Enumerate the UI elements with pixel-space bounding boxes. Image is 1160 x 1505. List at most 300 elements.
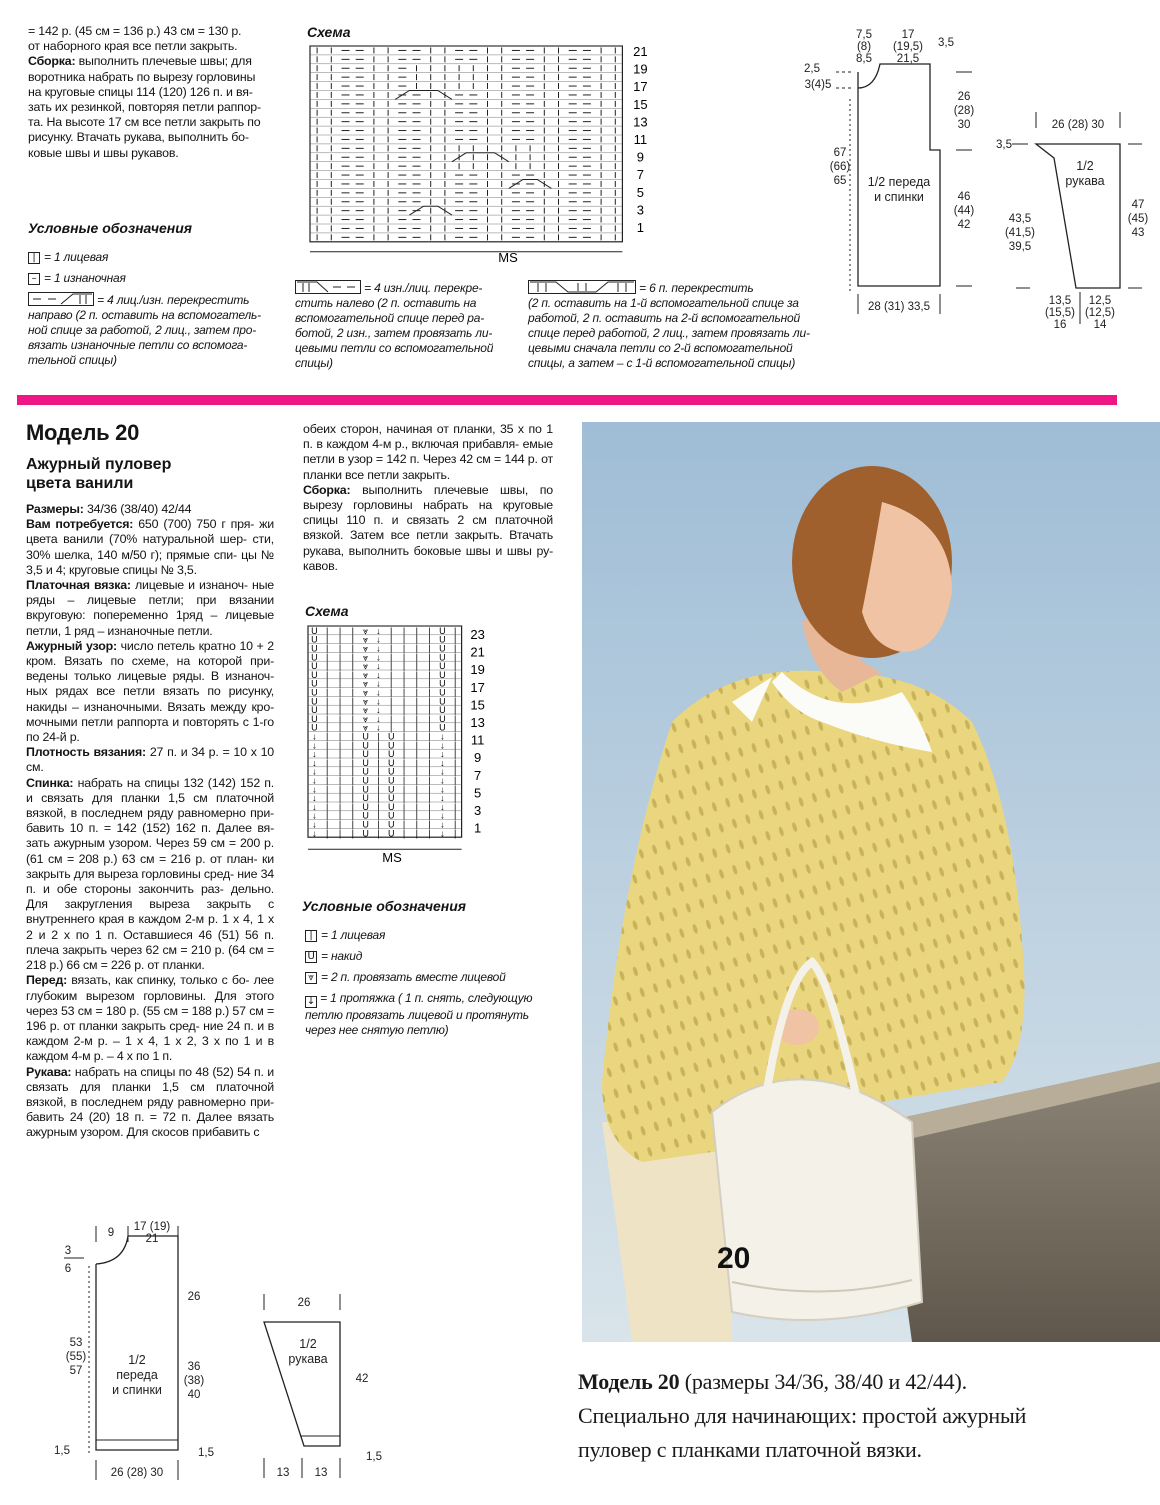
measure: 26 (187, 1291, 201, 1303)
piece-label: 1/2 (1076, 159, 1094, 173)
yarn-over-cell: U (311, 705, 318, 716)
knit-cell: | (454, 669, 457, 680)
knit-cell: | (402, 828, 406, 839)
knit-cell: | (326, 749, 329, 760)
instruction-text: число петель кратно 10 + 2 кром. Вязать по схеме, на которой при- ведены только лицевые ряды. В изнаноч- ных рядах все петли вязать по рисунку, накиды – изнаночными. Вязать между кро- мочными петли раппорта и повторять с 1-го по 24-й р. (26, 638, 274, 745)
purl-stitch-icon: – (28, 273, 40, 285)
knit-cell: | (351, 731, 354, 742)
knit-cell: | (428, 828, 431, 839)
knit-cell: | (415, 801, 418, 812)
k2tog-cell: ⩔ (363, 643, 369, 654)
yarn-over-cell: U (311, 634, 318, 645)
slip-pull-cell: ↓ (440, 757, 445, 768)
knit-cell: | (428, 669, 431, 680)
yarn-over-cell: U (439, 652, 446, 663)
knit-cell: | (338, 705, 342, 716)
yarn-over-cell: U (387, 740, 395, 751)
knit-cell: | (415, 625, 418, 636)
measure: 28 (31) 33,5 (867, 301, 931, 313)
piece-label: рукава (288, 1352, 328, 1366)
row-number: 9 (636, 149, 645, 165)
measure: 1,5 (198, 1447, 214, 1459)
row-number: 3 (473, 803, 482, 818)
legend-item (28, 250, 278, 265)
text-line: от наборного края все петли закрыть. (28, 39, 238, 54)
yarn-over-cell: U (311, 643, 318, 654)
knit-cell: | (390, 625, 393, 636)
legend-text: ботой, 2 изн., затем провязать ли- (295, 326, 493, 340)
legend-text: = 4 лиц./изн. перекрестить (97, 293, 250, 307)
knit-cell: | (338, 678, 342, 689)
k2tog-icon: ⩔ (305, 972, 317, 984)
knit-cell: | (402, 731, 406, 742)
instruction-label: Платочная вязка: (26, 578, 131, 593)
knit-cell: | (390, 722, 393, 733)
knit-cell: | (428, 757, 431, 768)
yarn-over-cell: U (439, 696, 446, 707)
knit-cell: | (351, 793, 354, 804)
caption-bold: Модель 20 (578, 1369, 680, 1394)
row-number: 17 (470, 679, 485, 695)
knit-cell: | (402, 775, 406, 786)
knit-cell: | (326, 757, 329, 768)
yarn-over-cell: U (311, 722, 318, 733)
slip-pull-cell: ↓ (312, 731, 317, 742)
knit-cell: | (351, 713, 354, 724)
chart1-title: Схема (307, 24, 351, 40)
instruction-text: 34/36 (38/40) 42/44 (83, 502, 192, 516)
knit-cell: | (415, 793, 418, 804)
legend-item (305, 949, 565, 964)
slip-pull-cell: ↓ (312, 784, 317, 795)
knit-cell: | (428, 775, 431, 786)
yarn-over-cell: U (439, 713, 446, 724)
slip-pull-cell: ↓ (312, 757, 317, 768)
slip-pull-cell: ↓ (376, 678, 381, 689)
assembly-label: Сборка: (303, 482, 351, 497)
knit-cell: | (402, 740, 406, 751)
chart2-grid (306, 624, 516, 868)
knit-cell: | (338, 775, 342, 786)
measure: 21 (145, 1233, 159, 1245)
knit-cell: | (377, 731, 380, 742)
yarn-over-cell: U (439, 661, 446, 672)
k2tog-cell: ⩔ (363, 687, 369, 698)
yarn-over-cell: U (311, 678, 318, 689)
knit-cell: | (454, 801, 457, 812)
woman-in-sweater-illustration (582, 422, 1160, 1342)
knit-cell: | (390, 669, 393, 680)
legend-text: ной спице за работой, 2 лиц., затем про- (28, 323, 257, 337)
knit-cell: | (351, 757, 354, 768)
legend-2 (305, 928, 565, 1038)
slip-pull-cell: ↓ (440, 828, 445, 839)
measure: 16 (1053, 319, 1067, 331)
yarn-over-cell: U (362, 801, 369, 812)
knit-cell: | (351, 652, 354, 663)
slip-pull-cell: ↓ (312, 810, 317, 821)
yarn-over-cell: U (387, 749, 395, 760)
measure: 3 (64, 1245, 72, 1257)
slip-pull-cell: ↓ (312, 775, 317, 786)
slip-pull-cell: ↓ (440, 784, 445, 795)
measure: 26 (28) 30 (110, 1467, 164, 1479)
yarn-over-cell: U (362, 775, 369, 786)
measure: 1,5 (54, 1445, 70, 1457)
knit-cell: | (377, 749, 380, 760)
knit-cell: | (454, 634, 457, 645)
model-title: Модель 20 (26, 420, 140, 445)
pattern2-schematic (56, 1222, 396, 1486)
knit-cell: | (402, 705, 406, 716)
knit-cell: | (402, 661, 406, 672)
knit-cell: | (415, 652, 418, 663)
knit-cell: | (428, 784, 431, 795)
knit-cell: | (428, 722, 431, 733)
measure: 2,5 (804, 63, 820, 75)
text-line: рисунку. Втачать рукава, выполнить бо- (28, 130, 249, 145)
yarn-over-cell: U (439, 722, 446, 733)
legend-text: цевыми сначала петли со 2-й вспомогательной (528, 341, 793, 355)
knit-cell: | (454, 793, 457, 804)
knit-cell: | (402, 819, 406, 830)
photo-number: 20 (717, 1242, 751, 1275)
knit-cell: | (326, 819, 329, 830)
legend-text: = 2 п. провязать вместе лицевой (321, 970, 506, 984)
row-number: 23 (470, 627, 485, 642)
knit-stitch-icon: | (28, 252, 40, 264)
knit-cell: | (338, 810, 342, 821)
cable-left-icon (295, 280, 361, 294)
knit-cell: | (326, 810, 329, 821)
knit-cell: | (377, 828, 380, 839)
row-number: 21 (470, 644, 485, 660)
knit-cell: | (377, 766, 380, 777)
slip-pull-cell: ↓ (440, 819, 445, 830)
knit-cell: | (402, 757, 406, 768)
piece-label: и спинки (874, 190, 924, 204)
knit-cell: | (402, 713, 406, 724)
slip-pull-cell: ↓ (440, 775, 445, 786)
legend-text: направо (2 п. оставить на вспомогатель- (28, 308, 261, 322)
piece-label: 1/2 (128, 1353, 146, 1367)
knit-cell: | (415, 634, 418, 645)
instruction-text: набрать на спицы 132 (142) 152 п. и связать для планки 1,5 см платочной вязкой, в последнем ряду равномерно при- бавить 10 п. = 142 (152) 162 п. Далее вя- зать ажурным узором. Через 59 см = 200 р. (61 см = 208 р.) 63 см = 216 р. от план- ки закрыть для выреза горловины сред- ние 34 п. и обе стороны закончить раз- дельно. Для закругления выреза закрыть с внутреннего края в каждом 2-м р. 1 х 4, 1 х 2 и 2 х по 1 п. Оставшиеся 46 (51) 56 п. плеча закрыть через 62 см = 210 р. (64 см = 218 р.) 66 см = 226 р. от планки. (26, 775, 274, 973)
knit-cell: | (377, 801, 380, 812)
model-photo (582, 422, 1160, 1342)
measure: (8) (856, 41, 872, 53)
knit-cell: | (338, 793, 342, 804)
slip-pull-cell: ↓ (376, 661, 381, 672)
row-number: 7 (473, 767, 482, 783)
knit-cell: | (454, 828, 457, 839)
legend-text: = 1 изнаночная (44, 271, 126, 285)
knit-cell: | (390, 687, 393, 698)
knit-cell: | (402, 722, 406, 733)
knit-cell: | (415, 705, 418, 716)
yarn-over-cell: U (439, 705, 446, 716)
knit-cell: | (326, 731, 329, 742)
measure: 36 (187, 1361, 201, 1373)
k2tog-cell: ⩔ (363, 722, 369, 733)
yarn-over-cell: U (362, 740, 369, 751)
knit-cell: | (402, 784, 406, 795)
knit-cell: | (415, 687, 418, 698)
yarn-over-cell: U (439, 625, 446, 636)
knit-cell: | (326, 775, 329, 786)
knit-cell: | (377, 775, 380, 786)
knit-cell: | (338, 722, 342, 733)
instruction-paragraph (26, 639, 274, 745)
k2tog-cell: ⩔ (363, 634, 369, 645)
knit-cell: | (454, 731, 457, 742)
row-number: 3 (636, 202, 645, 218)
measure: (41,5) (1004, 227, 1036, 239)
knit-cell: | (351, 775, 354, 786)
subtitle-line: цвета ванили (26, 475, 134, 492)
knit-cell: | (338, 828, 342, 839)
k2tog-cell: ⩔ (363, 669, 369, 680)
legend-text: спицы) (295, 356, 333, 370)
slip-pull-cell: ↓ (440, 749, 445, 760)
photo-caption (578, 1365, 1148, 1467)
yarn-over-cell: U (362, 731, 369, 742)
instruction-label: Ажурный узор: (26, 638, 117, 653)
slip-pull-cell: ↓ (312, 819, 317, 830)
yarn-over-cell: U (362, 819, 369, 830)
knit-cell: | (402, 766, 406, 777)
instruction-text: 650 (700) 750 г пря- жи цвета ванили (70% натуральной шер- сти, 30% шелка, 140 м/50 г); прямые спи- цы № 3,5 и 4; круговые спицы № 3,5. (26, 517, 274, 577)
slip-pull-cell: ↓ (376, 722, 381, 733)
yarn-over-cell: U (439, 634, 446, 645)
subtitle-line: Ажурный пуловер (26, 456, 172, 473)
assembly-label: Сборка: (28, 54, 76, 69)
measure: (55) (65, 1351, 87, 1363)
yarn-over-cell: U (387, 801, 395, 812)
section-divider (17, 395, 1117, 405)
knit-cell: | (351, 740, 354, 751)
legend-text: спицы, а затем – с 1-й вспомогательной спицы) (528, 356, 796, 370)
knit-cell: | (390, 713, 393, 724)
caption-line: Специально для начинающих: простой ажурный (578, 1403, 1027, 1428)
measure: 9 (107, 1227, 115, 1239)
knit-cell: | (415, 784, 418, 795)
k2tog-cell: ⩔ (363, 678, 369, 689)
knit-cell: | (415, 678, 418, 689)
legend-text: тельной спицы) (28, 353, 117, 367)
knit-cell: | (338, 757, 342, 768)
knit-cell: | (326, 801, 329, 812)
knit-cell: | (338, 731, 342, 742)
text-line: на круговые спицы 114 (120) 126 п. и вя- (28, 84, 253, 99)
knit-cell: | (351, 634, 354, 645)
legend-item (305, 970, 565, 985)
slip-pull-cell: ↓ (376, 696, 381, 707)
knit-cell: | (454, 749, 457, 760)
legend-text: = 1 протяжка ( 1 п. снять, следующую (320, 991, 533, 1005)
knit-cell: | (402, 669, 406, 680)
cable-6-icon (528, 280, 636, 294)
knit-cell: | (428, 634, 431, 645)
measure: 39,5 (1008, 241, 1032, 253)
caption-text: (размеры 34/36, 38/40 и 42/44). (679, 1369, 967, 1394)
instruction-label: Вам потребуется: (26, 517, 134, 532)
knit-cell: | (402, 696, 406, 707)
knit-cell: | (390, 678, 393, 689)
knit-cell: | (326, 784, 329, 795)
slip-pull-cell: ↓ (440, 740, 445, 751)
knit-cell: | (338, 784, 342, 795)
text-line: ковые швы и швы рукавов. (28, 145, 179, 160)
measure: 3(4)5 (804, 79, 832, 91)
knit-cell: | (390, 705, 393, 716)
knit-cell: | (338, 749, 342, 760)
knit-cell: | (428, 661, 431, 672)
knit-cell: | (402, 749, 406, 760)
instruction-text: лицевые и изнаноч- ные ряды – лицевые петли; при вязании вкруговую: попеременно 1ряд – лицевые петли, 1 ряд – изнаночные петли. (26, 578, 274, 638)
slip-pull-cell: ↓ (440, 731, 445, 742)
slip-pull-cell: ↓ (376, 652, 381, 663)
ms-label: MS (498, 250, 518, 265)
knit-cell: | (351, 687, 354, 698)
legend-text: спице перед работой, 2 лиц., затем провязать ли- (528, 326, 810, 340)
text-line: = 142 р. (45 см = 136 р.) 43 см = 130 р. (28, 24, 242, 38)
row-number: 19 (470, 662, 485, 678)
measure: 13,5 (1048, 295, 1072, 307)
measure: (45) (1127, 213, 1149, 225)
yarn-over-cell: U (311, 687, 318, 698)
model20-col2 (303, 422, 553, 574)
knit-cell: | (338, 687, 342, 698)
measure: 46 (957, 191, 971, 203)
knit-cell: | (454, 810, 457, 821)
legend-item (28, 271, 278, 286)
knit-cell: | (326, 722, 329, 733)
knit-cell: | (338, 696, 342, 707)
knit-cell: | (351, 722, 354, 733)
yarn-over-icon: U (305, 951, 317, 963)
yarn-over-cell: U (387, 828, 395, 839)
legend-text: через нее снятую петлю) (305, 1023, 449, 1037)
legend-item (305, 928, 565, 943)
knit-cell: | (351, 696, 354, 707)
instruction-label: Рукава: (26, 1064, 72, 1079)
piece-label: 1/2 (299, 1337, 317, 1351)
knit-cell: | (415, 810, 418, 821)
knit-cell: | (428, 749, 431, 760)
knit-cell: | (428, 705, 431, 716)
knit-cell: | (338, 801, 342, 812)
knit-cell: | (428, 678, 431, 689)
piece-label: 1/2 переда (867, 175, 931, 189)
knit-cell: | (428, 810, 431, 821)
knit-cell: | (377, 810, 380, 821)
slip-pull-cell: ↓ (440, 810, 445, 821)
knit-cell: | (326, 661, 329, 672)
yarn-over-cell: U (439, 643, 446, 654)
knit-cell: | (428, 766, 431, 777)
knit-cell: | (415, 749, 418, 760)
yarn-over-cell: U (311, 625, 318, 636)
knit-cell: | (390, 696, 393, 707)
knit-cell: | (415, 731, 418, 742)
knit-cell: | (351, 766, 354, 777)
knit-cell: | (428, 740, 431, 751)
knit-cell: | (402, 634, 406, 645)
knit-cell: | (351, 810, 354, 821)
knit-cell: | (454, 713, 457, 724)
row-number: 13 (470, 715, 485, 730)
slip-pull-cell: ↓ (312, 740, 317, 751)
knit-cell: | (402, 810, 406, 821)
measure: (19,5) (892, 41, 924, 53)
measure: (66) (829, 161, 851, 173)
slip-pull-cell: ↓ (440, 793, 445, 804)
knit-cell: | (338, 819, 342, 830)
row-number: 1 (473, 820, 482, 836)
model-subtitle (26, 455, 171, 493)
knit-cell: | (428, 696, 431, 707)
yarn-over-cell: U (387, 793, 395, 804)
yarn-over-cell: U (362, 749, 369, 760)
yarn-over-cell: U (362, 757, 369, 768)
measure: 26 (297, 1297, 311, 1309)
chart1-grid (300, 42, 660, 274)
measure: 17 (19) (133, 1221, 171, 1233)
measure: 57 (69, 1365, 83, 1377)
knit-cell: | (326, 652, 329, 663)
yarn-over-cell: U (439, 687, 446, 698)
measure: 65 (833, 175, 847, 187)
k2tog-cell: ⩔ (363, 661, 369, 672)
knit-cell: | (454, 705, 457, 716)
legend-text: = 1 лицевая (321, 928, 386, 942)
measure: 53 (69, 1337, 83, 1349)
knit-cell: | (454, 766, 457, 777)
measure: 47 (1131, 199, 1145, 211)
instruction-label: Спинка: (26, 775, 74, 790)
instruction-paragraph (26, 776, 274, 974)
cable-right-icon (28, 292, 94, 306)
knit-cell: | (338, 652, 342, 663)
measure: 3,5 (938, 37, 954, 49)
knit-cell: | (428, 652, 431, 663)
knit-cell: | (415, 643, 418, 654)
knit-cell: | (402, 801, 406, 812)
knit-cell: | (351, 661, 354, 672)
row-number: 9 (473, 750, 482, 766)
yarn-over-cell: U (387, 819, 395, 830)
legend-text: стить налево (2 п. оставить на (295, 296, 477, 310)
text-line: выполнить плечевые швы; для (75, 54, 252, 69)
knit-cell: | (326, 625, 329, 636)
knit-cell: | (338, 625, 342, 636)
knit-cell: | (351, 784, 354, 795)
slip-pull-cell: ↓ (440, 766, 445, 777)
measure: 42 (355, 1373, 369, 1385)
measure: (38) (183, 1375, 205, 1387)
row-number: 19 (633, 61, 648, 77)
knit-cell: | (338, 740, 342, 751)
measure: 43 (1131, 227, 1145, 239)
knit-cell: | (415, 713, 418, 724)
legend-title: Условные обозначения (28, 220, 193, 236)
knit-cell: | (351, 625, 354, 636)
yarn-over-cell: U (311, 652, 318, 663)
piece-label: и спинки (112, 1383, 162, 1397)
measure: 67 (833, 147, 847, 159)
knit-cell: | (351, 749, 354, 760)
